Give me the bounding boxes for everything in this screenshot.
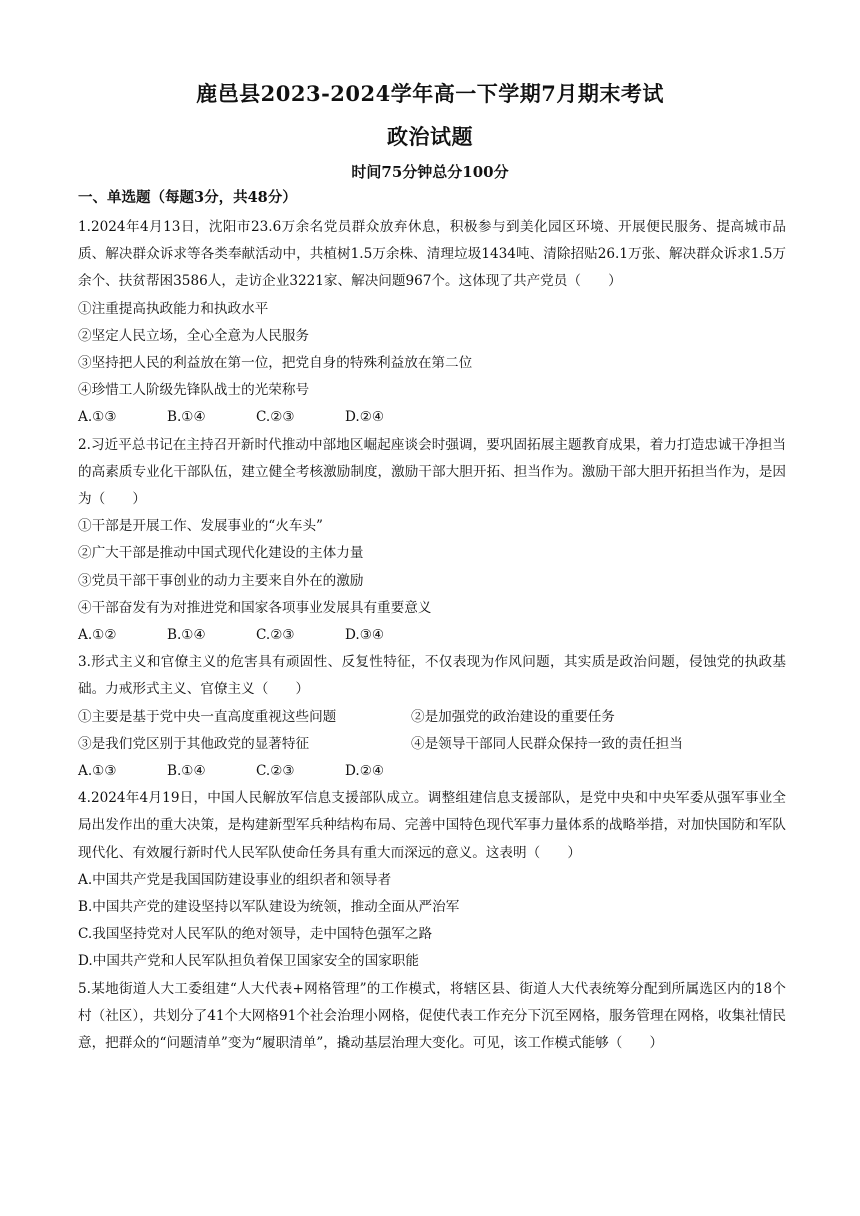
statement-item: ④珍惜工人阶级先锋队战士的光荣称号 — [78, 382, 310, 399]
question-3 — [78, 649, 786, 785]
answer-options — [78, 622, 786, 649]
question-1 — [78, 214, 786, 432]
statement-item: ④是领导干部同人民群众保持一致的责任担当 — [411, 735, 683, 752]
answer-options — [78, 758, 786, 785]
statement-row — [78, 704, 786, 731]
statement-item: ②广大干部是推动中国式现代化建设的主体力量 — [78, 545, 364, 562]
subject-title: 政治试题 — [387, 124, 473, 149]
question-stem: 1.2024年4月13日，沈阳市23.6万余名党员群众放弃休息，积极参与到美化园区环境、开展便民服务、提高城市品质、解决群众诉求等各类奉献活动中，共植树1.5万余株、清理垃圾1434吨、清除招贴26.1万张、解决群众诉求1.5万余个、扶贫帮困3586人，走访企业3221家、解决问题967个。这体现了共产党员（ ） — [78, 219, 786, 290]
exam-title: 鹿邑县2023-2024学年高一下学期7月期末考试 — [196, 81, 664, 106]
statement-item: ③是我们党区别于其他政党的显著特征 — [78, 735, 310, 752]
statement-item: ①注重提高执政能力和执政水平 — [78, 300, 269, 317]
statement-item: ①主要是基于党中央一直高度重视这些问题 — [78, 708, 337, 725]
question-4 — [78, 785, 786, 975]
question-stem: 2.习近平总书记在主持召开新时代推动中部地区崛起座谈会时强调，要巩固拓展主题教育成果，着力打造忠诚干净担当的高素质专业化干部队伍，建立健全考核激励制度，激励干部大胆开拓、担当作为。激励干部大胆开拓担当作为，是因为（ ） — [78, 436, 786, 508]
statement-item: ③党员干部干事创业的动力主要来自外在的激励 — [78, 572, 364, 589]
question-list — [78, 214, 786, 1057]
statement-item: ②是加强党的政治建设的重要任务 — [411, 708, 615, 725]
question-2 — [78, 432, 786, 650]
option-d: D.②④ — [345, 409, 385, 426]
option-a: A.①③ — [78, 409, 117, 426]
option-a: A.①② — [78, 627, 117, 644]
option-c: C.②③ — [256, 627, 295, 644]
statement-item: ②坚定人民立场，全心全意为人民服务 — [78, 327, 310, 344]
statement-item: ③坚持把人民的利益放在第一位，把党自身的特殊利益放在第二位 — [78, 355, 473, 372]
option-b: B.①④ — [167, 409, 206, 426]
question-stem: 4.2024年4月19日，中国人民解放军信息支援部队成立。调整组建信息支援部队，是党中央和中央军委从强军事业全局出发作出的重大决策，是构建新型军兵种结构布局、完善中国特色现代军事力量体系的战略举措，对加快国防和军队现代化、有效履行新时代人民军队使命任务具有重大而深远的意义。这表明（ ） — [78, 790, 786, 861]
option-d: D.③④ — [345, 627, 385, 644]
option-c: C.②③ — [256, 763, 295, 780]
answer-options — [78, 404, 786, 431]
statement-row — [78, 731, 786, 758]
choice-d: D.中国共产党和人民军队担负着保卫国家安全的国家职能 — [78, 953, 419, 970]
statement-item: ④干部奋发有为对推进党和国家各项事业发展具有重要意义 — [78, 599, 432, 616]
option-b: B.①④ — [167, 627, 206, 644]
statement-item: ①干部是开展工作、发展事业的“火车头” — [78, 518, 323, 535]
choice-a: A.中国共产党是我国国防建设事业的组织者和领导者 — [78, 871, 392, 888]
option-d: D.②④ — [345, 763, 385, 780]
option-b: B.①④ — [167, 763, 206, 780]
section-heading: 一、单选题（每题3分，共48分） — [78, 189, 297, 206]
option-a: A.①③ — [78, 763, 117, 780]
question-stem: 5.某地街道人大工委组建“人大代表+网格管理”的工作模式，将辖区县、街道人大代表统筹分配到所属选区内的18个村（社区），共划分了41个大网格91个社会治理小网格，促使代表工作充分下沉至网格，服务管理在网格，收集社情民意，把群众的“问题清单”变为“履职清单”，撬动基层治理大变化。可见，该工作模式能够（ ） — [78, 980, 786, 1052]
question-stem: 3.形式主义和官僚主义的危害具有顽固性、反复性特征，不仅表现为作风问题，其实质是政治问题，侵蚀党的执政基础。力戒形式主义、官僚主义（ ） — [78, 654, 786, 698]
choice-c: C.我国坚持党对人民军队的绝对领导，走中国特色强军之路 — [78, 926, 433, 943]
time-info: 时间75分钟总分100分 — [351, 163, 509, 181]
question-5 — [78, 976, 786, 1058]
option-c: C.②③ — [256, 409, 295, 426]
choice-b: B.中国共产党的建设坚持以军队建设为统领，推动全面从严治军 — [78, 899, 460, 916]
